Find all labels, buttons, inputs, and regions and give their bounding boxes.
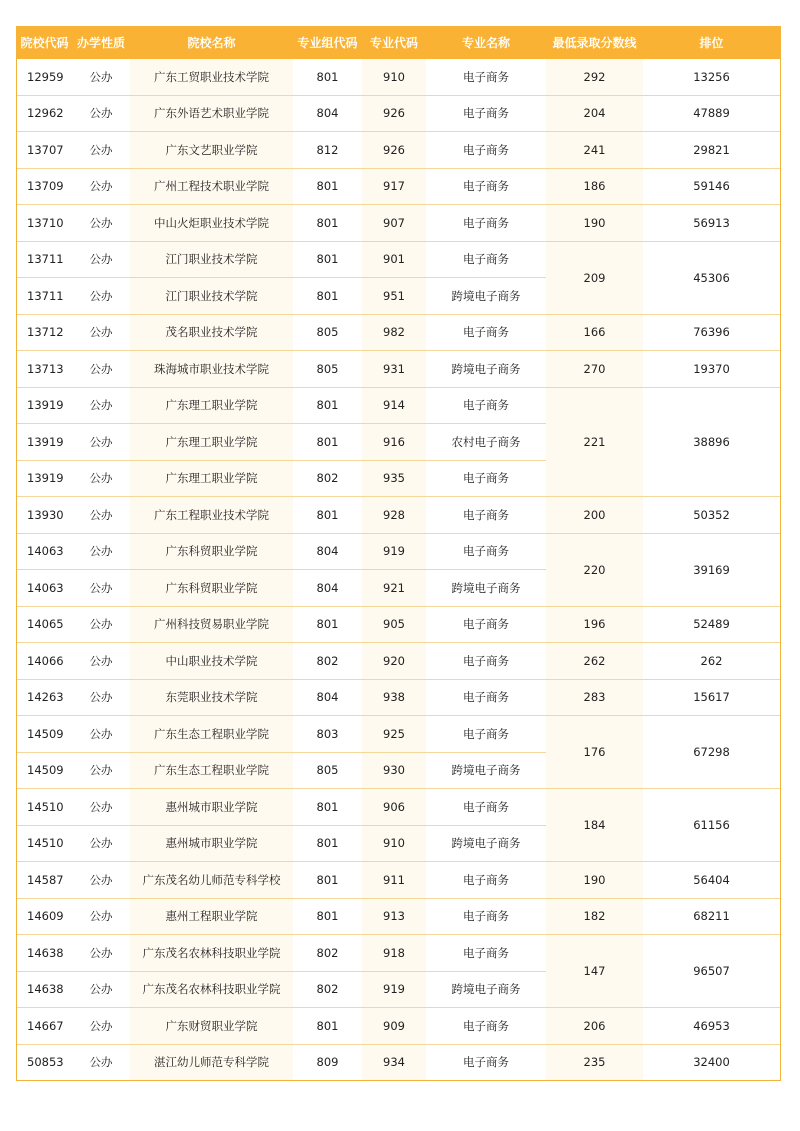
school-name-cell: 广州科技贸易职业学院 bbox=[130, 606, 293, 643]
header-min-score: 最低录取分数线 bbox=[546, 26, 643, 59]
rank-cell: 262 bbox=[643, 643, 780, 680]
group-code-cell: 801 bbox=[293, 825, 362, 862]
min-score-cell: 283 bbox=[546, 679, 643, 716]
major-name-cell: 电子商务 bbox=[426, 643, 546, 680]
min-score-cell: 204 bbox=[546, 95, 643, 132]
group-code-cell: 801 bbox=[293, 168, 362, 205]
min-score-cell: 292 bbox=[546, 59, 643, 95]
major-code-cell: 982 bbox=[362, 314, 426, 351]
major-code-cell: 934 bbox=[362, 1044, 426, 1080]
school-name-cell: 珠海城市职业技术学院 bbox=[130, 351, 293, 388]
school-type-cell: 公办 bbox=[72, 643, 130, 680]
group-code-cell: 802 bbox=[293, 643, 362, 680]
major-code-cell: 938 bbox=[362, 679, 426, 716]
school-type-cell: 公办 bbox=[72, 606, 130, 643]
major-code-cell: 909 bbox=[362, 1008, 426, 1045]
school-type-cell: 公办 bbox=[72, 424, 130, 461]
school-name-cell: 广东理工职业学院 bbox=[130, 460, 293, 497]
table-row bbox=[17, 497, 780, 534]
group-code-cell: 804 bbox=[293, 570, 362, 607]
min-score-cell: 184 bbox=[546, 789, 643, 862]
group-code-cell: 801 bbox=[293, 241, 362, 278]
min-score-cell: 182 bbox=[546, 898, 643, 935]
min-score-cell: 262 bbox=[546, 643, 643, 680]
school-type-cell: 公办 bbox=[72, 533, 130, 570]
group-code-cell: 804 bbox=[293, 679, 362, 716]
school-type-cell: 公办 bbox=[72, 862, 130, 899]
school-code-cell: 13930 bbox=[17, 497, 72, 534]
major-code-cell: 931 bbox=[362, 351, 426, 388]
table-row bbox=[17, 95, 780, 132]
min-score-cell: 270 bbox=[546, 351, 643, 388]
major-code-cell: 926 bbox=[362, 95, 426, 132]
major-name-cell: 电子商务 bbox=[426, 460, 546, 497]
school-name-cell: 广东科贸职业学院 bbox=[130, 533, 293, 570]
major-code-cell: 905 bbox=[362, 606, 426, 643]
group-code-cell: 801 bbox=[293, 278, 362, 315]
major-code-cell: 951 bbox=[362, 278, 426, 315]
major-code-cell: 928 bbox=[362, 497, 426, 534]
major-name-cell: 电子商务 bbox=[426, 132, 546, 169]
major-name-cell: 电子商务 bbox=[426, 898, 546, 935]
group-code-cell: 802 bbox=[293, 971, 362, 1008]
school-name-cell: 广东工贸职业技术学院 bbox=[130, 59, 293, 95]
rank-cell: 56404 bbox=[643, 862, 780, 899]
school-code-cell: 14065 bbox=[17, 606, 72, 643]
school-type-cell: 公办 bbox=[72, 460, 130, 497]
school-name-cell: 惠州城市职业学院 bbox=[130, 825, 293, 862]
major-name-cell: 电子商务 bbox=[426, 241, 546, 278]
school-name-cell: 广东茂名幼儿师范专科学校 bbox=[130, 862, 293, 899]
table-row bbox=[17, 935, 780, 972]
table-row bbox=[17, 387, 780, 424]
rank-cell: 29821 bbox=[643, 132, 780, 169]
group-code-cell: 805 bbox=[293, 314, 362, 351]
header-major-code: 专业代码 bbox=[362, 26, 426, 59]
rank-cell: 15617 bbox=[643, 679, 780, 716]
rank-cell: 39169 bbox=[643, 533, 780, 606]
major-name-cell: 跨境电子商务 bbox=[426, 825, 546, 862]
school-name-cell: 广东生态工程职业学院 bbox=[130, 752, 293, 789]
rank-cell: 50352 bbox=[643, 497, 780, 534]
group-code-cell: 804 bbox=[293, 95, 362, 132]
major-code-cell: 919 bbox=[362, 533, 426, 570]
school-type-cell: 公办 bbox=[72, 387, 130, 424]
major-code-cell: 920 bbox=[362, 643, 426, 680]
group-code-cell: 801 bbox=[293, 898, 362, 935]
school-type-cell: 公办 bbox=[72, 752, 130, 789]
rank-cell: 19370 bbox=[643, 351, 780, 388]
table-row bbox=[17, 789, 780, 826]
table-row bbox=[17, 679, 780, 716]
school-name-cell: 广东理工职业学院 bbox=[130, 424, 293, 461]
group-code-cell: 802 bbox=[293, 935, 362, 972]
major-name-cell: 电子商务 bbox=[426, 497, 546, 534]
min-score-cell: 196 bbox=[546, 606, 643, 643]
school-type-cell: 公办 bbox=[72, 679, 130, 716]
school-name-cell: 惠州城市职业学院 bbox=[130, 789, 293, 826]
school-type-cell: 公办 bbox=[89, 1055, 113, 1070]
school-type-cell: 公办 bbox=[72, 1008, 130, 1045]
group-code-cell: 801 bbox=[293, 862, 362, 899]
rank-cell: 13256 bbox=[643, 59, 780, 95]
table-row bbox=[17, 1044, 780, 1080]
school-name-cell: 惠州工程职业学院 bbox=[130, 898, 293, 935]
rank-cell: 67298 bbox=[643, 716, 780, 789]
school-code-cell: 14510 bbox=[17, 825, 72, 862]
table-row bbox=[17, 168, 780, 205]
table-row bbox=[17, 132, 780, 169]
group-code-cell: 801 bbox=[293, 497, 362, 534]
table-row bbox=[17, 643, 780, 680]
school-name-cell: 广东科贸职业学院 bbox=[130, 570, 293, 607]
min-score-cell: 206 bbox=[546, 1008, 643, 1045]
school-code-cell: 12959 bbox=[17, 59, 72, 95]
table-row bbox=[17, 862, 780, 899]
min-score-cell: 235 bbox=[546, 1044, 643, 1080]
school-code-cell: 14667 bbox=[17, 1008, 72, 1045]
school-name-cell: 江门职业技术学院 bbox=[130, 278, 293, 315]
school-type-cell: 公办 bbox=[72, 716, 130, 753]
school-code-cell: 14510 bbox=[17, 789, 72, 826]
rank-cell: 52489 bbox=[643, 606, 780, 643]
school-code-cell: 13713 bbox=[17, 351, 72, 388]
rank-cell: 47889 bbox=[643, 95, 780, 132]
major-name-cell: 跨境电子商务 bbox=[426, 752, 546, 789]
major-code-cell: 901 bbox=[362, 241, 426, 278]
header-school-name: 院校名称 bbox=[130, 26, 293, 59]
school-code-cell: 14638 bbox=[17, 935, 72, 972]
major-name-cell: 农村电子商务 bbox=[426, 424, 546, 461]
rank-cell: 56913 bbox=[643, 205, 780, 242]
table-row bbox=[17, 241, 780, 278]
major-name-cell: 电子商务 bbox=[426, 59, 546, 95]
major-name-cell: 跨境电子商务 bbox=[426, 278, 546, 315]
school-type-cell: 公办 bbox=[72, 205, 130, 242]
major-name-cell: 跨境电子商务 bbox=[426, 351, 546, 388]
school-code-cell: 14063 bbox=[17, 570, 72, 607]
school-code-cell: 14587 bbox=[17, 862, 72, 899]
major-code-cell: 914 bbox=[362, 387, 426, 424]
rank-cell: 68211 bbox=[643, 898, 780, 935]
school-code-cell: 13711 bbox=[17, 241, 72, 278]
table-row bbox=[17, 716, 780, 753]
table-row bbox=[17, 533, 780, 570]
school-name-cell: 中山职业技术学院 bbox=[130, 643, 293, 680]
group-code-cell: 803 bbox=[293, 716, 362, 753]
major-code-cell: 910 bbox=[362, 825, 426, 862]
major-code-cell: 935 bbox=[362, 460, 426, 497]
school-type-cell: 公办 bbox=[72, 168, 130, 205]
school-name-cell: 东莞职业技术学院 bbox=[130, 679, 293, 716]
min-score-cell: 176 bbox=[546, 716, 643, 789]
rank-cell: 59146 bbox=[643, 168, 780, 205]
major-name-cell: 电子商务 bbox=[426, 862, 546, 899]
min-score-cell: 241 bbox=[546, 132, 643, 169]
school-code-cell: 14066 bbox=[17, 643, 72, 680]
major-name-cell: 电子商务 bbox=[426, 935, 546, 972]
group-code-cell: 801 bbox=[293, 424, 362, 461]
group-code-cell: 801 bbox=[293, 205, 362, 242]
school-name-cell: 湛江幼儿师范专科学院 bbox=[130, 1044, 293, 1080]
major-name-cell: 电子商务 bbox=[426, 679, 546, 716]
school-name-cell: 江门职业技术学院 bbox=[130, 241, 293, 278]
school-type-cell: 公办 bbox=[72, 935, 130, 972]
school-code-cell: 14638 bbox=[17, 971, 72, 1008]
major-code-cell: 917 bbox=[362, 168, 426, 205]
school-code-cell: 13711 bbox=[17, 278, 72, 315]
admission-table bbox=[17, 26, 780, 1080]
rank-cell: 61156 bbox=[643, 789, 780, 862]
table-row bbox=[17, 314, 780, 351]
group-code-cell: 802 bbox=[293, 460, 362, 497]
group-code-cell: 801 bbox=[293, 1008, 362, 1045]
rank-cell: 45306 bbox=[643, 241, 780, 314]
table-row bbox=[17, 606, 780, 643]
rank-cell: 96507 bbox=[643, 935, 780, 1008]
major-code-cell: 913 bbox=[362, 898, 426, 935]
major-name-cell: 电子商务 bbox=[426, 387, 546, 424]
school-code-cell: 12962 bbox=[17, 95, 72, 132]
table-body bbox=[17, 59, 780, 1080]
major-code-cell: 919 bbox=[362, 971, 426, 1008]
header-major-name: 专业名称 bbox=[426, 26, 546, 59]
school-type-cell: 公办 bbox=[72, 570, 130, 607]
major-code-cell: 930 bbox=[362, 752, 426, 789]
school-code-cell: 14509 bbox=[17, 752, 72, 789]
table-row bbox=[17, 1008, 780, 1045]
major-name-cell: 电子商务 bbox=[426, 168, 546, 205]
table-row bbox=[17, 205, 780, 242]
min-score-cell: 220 bbox=[546, 533, 643, 606]
table-row bbox=[17, 898, 780, 935]
rank-cell: 38896 bbox=[643, 387, 780, 497]
school-type-cell: 公办 bbox=[72, 278, 130, 315]
header-school-type: 办学性质 bbox=[72, 26, 130, 59]
school-type-cell: 公办 bbox=[72, 898, 130, 935]
min-score-cell: 209 bbox=[546, 241, 643, 314]
school-type-cell: 公办 bbox=[72, 314, 130, 351]
major-name-cell: 跨境电子商务 bbox=[426, 570, 546, 607]
school-name-cell: 茂名职业技术学院 bbox=[130, 314, 293, 351]
major-code-cell: 926 bbox=[362, 132, 426, 169]
school-code-cell: 13919 bbox=[17, 387, 72, 424]
table-row bbox=[17, 59, 780, 95]
group-code-cell: 801 bbox=[293, 59, 362, 95]
school-name-cell: 广东茂名农林科技职业学院 bbox=[130, 971, 293, 1008]
school-type-cell: 公办 bbox=[72, 351, 130, 388]
rank-cell: 76396 bbox=[643, 314, 780, 351]
major-name-cell: 电子商务 bbox=[426, 606, 546, 643]
admission-table-container bbox=[16, 26, 781, 1081]
table-row bbox=[17, 351, 780, 388]
rank-cell: 32400 bbox=[693, 1055, 730, 1070]
major-code-cell: 910 bbox=[362, 59, 426, 95]
school-name-cell: 广东理工职业学院 bbox=[130, 387, 293, 424]
header-group-code: 专业组代码 bbox=[293, 26, 362, 59]
school-type-cell: 公办 bbox=[72, 241, 130, 278]
school-type-cell: 公办 bbox=[72, 789, 130, 826]
min-score-cell: 200 bbox=[546, 497, 643, 534]
major-code-cell: 918 bbox=[362, 935, 426, 972]
major-code-cell: 906 bbox=[362, 789, 426, 826]
school-code-cell: 13919 bbox=[17, 424, 72, 461]
school-name-cell: 广东财贸职业学院 bbox=[130, 1008, 293, 1045]
group-code-cell: 801 bbox=[293, 789, 362, 826]
group-code-cell: 805 bbox=[293, 752, 362, 789]
major-name-cell: 电子商务 bbox=[463, 1055, 509, 1070]
min-score-cell: 147 bbox=[546, 935, 643, 1008]
rank-cell: 46953 bbox=[643, 1008, 780, 1045]
header-school-code: 院校代码 bbox=[17, 26, 72, 59]
school-type-cell: 公办 bbox=[72, 59, 130, 95]
school-name-cell: 广东工程职业技术学院 bbox=[130, 497, 293, 534]
major-code-cell: 907 bbox=[362, 205, 426, 242]
major-name-cell: 电子商务 bbox=[426, 205, 546, 242]
major-name-cell: 跨境电子商务 bbox=[426, 971, 546, 1008]
school-name-cell: 广州工程技术职业学院 bbox=[130, 168, 293, 205]
school-type-cell: 公办 bbox=[72, 132, 130, 169]
school-code-cell: 14509 bbox=[17, 716, 72, 753]
school-code-cell: 13919 bbox=[17, 460, 72, 497]
min-score-cell: 190 bbox=[546, 205, 643, 242]
school-code-cell: 50853 bbox=[27, 1055, 64, 1070]
school-name-cell: 广东文艺职业学院 bbox=[130, 132, 293, 169]
major-name-cell: 电子商务 bbox=[426, 95, 546, 132]
school-code-cell: 13709 bbox=[17, 168, 72, 205]
school-code-cell: 13712 bbox=[17, 314, 72, 351]
major-code-cell: 911 bbox=[362, 862, 426, 899]
group-code-cell: 804 bbox=[293, 533, 362, 570]
group-code-cell: 801 bbox=[293, 606, 362, 643]
school-code-cell: 14263 bbox=[17, 679, 72, 716]
major-code-cell: 921 bbox=[362, 570, 426, 607]
header-rank: 排位 bbox=[643, 26, 780, 59]
group-code-cell: 801 bbox=[293, 387, 362, 424]
school-name-cell: 广东外语艺术职业学院 bbox=[130, 95, 293, 132]
school-type-cell: 公办 bbox=[72, 971, 130, 1008]
school-code-cell: 13707 bbox=[17, 132, 72, 169]
major-name-cell: 电子商务 bbox=[426, 314, 546, 351]
school-name-cell: 中山火炬职业技术学院 bbox=[130, 205, 293, 242]
school-type-cell: 公办 bbox=[72, 497, 130, 534]
group-code-cell: 809 bbox=[316, 1055, 339, 1070]
school-name-cell: 广东生态工程职业学院 bbox=[130, 716, 293, 753]
major-name-cell: 电子商务 bbox=[426, 789, 546, 826]
min-score-cell: 190 bbox=[546, 862, 643, 899]
major-code-cell: 925 bbox=[362, 716, 426, 753]
min-score-cell: 166 bbox=[546, 314, 643, 351]
school-code-cell: 14609 bbox=[17, 898, 72, 935]
school-type-cell: 公办 bbox=[72, 95, 130, 132]
school-code-cell: 14063 bbox=[17, 533, 72, 570]
min-score-cell: 221 bbox=[546, 387, 643, 497]
major-name-cell: 电子商务 bbox=[426, 1008, 546, 1045]
table-header-row bbox=[17, 26, 780, 59]
group-code-cell: 805 bbox=[293, 351, 362, 388]
min-score-cell: 186 bbox=[546, 168, 643, 205]
school-code-cell: 13710 bbox=[17, 205, 72, 242]
school-type-cell: 公办 bbox=[72, 825, 130, 862]
school-name-cell: 广东茂名农林科技职业学院 bbox=[130, 935, 293, 972]
group-code-cell: 812 bbox=[293, 132, 362, 169]
major-name-cell: 电子商务 bbox=[426, 533, 546, 570]
major-name-cell: 电子商务 bbox=[426, 716, 546, 753]
major-code-cell: 916 bbox=[362, 424, 426, 461]
